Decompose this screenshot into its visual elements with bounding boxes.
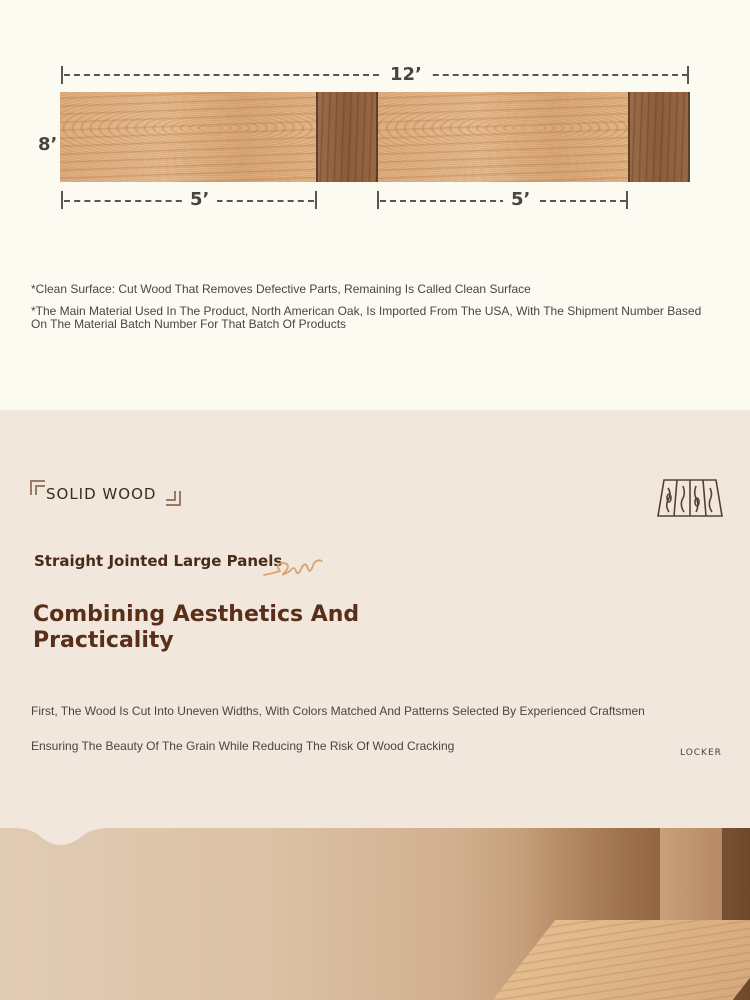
product-photo [0, 828, 750, 1000]
dim-tick-left [61, 66, 63, 84]
section-headline [33, 602, 413, 654]
section-subtitle: Straight Jointed Large Panels [34, 552, 283, 570]
seg1-tick-right [315, 191, 317, 209]
section-badge: SOLID WOOD [46, 485, 157, 503]
solid-wood-section [0, 410, 750, 828]
note-material-line1: *The Main Material Used In The Product, North American Oak, Is Imported From The USA, With The Shipment Number Based [31, 304, 702, 318]
body-text-line-1: First, The Wood Is Cut Into Uneven Widths, With Colors Matched And Patterns Selected By Experienced Craftsmen [31, 704, 645, 718]
dim-tick-right [687, 66, 689, 84]
segment-left-label: 5’ [182, 190, 217, 210]
corner-bracket-icon [35, 485, 45, 495]
plank-defect-section-2 [628, 92, 690, 182]
corner-bracket-icon [166, 491, 176, 501]
seg2-tick-right [626, 191, 628, 209]
headline-line-1: Combining Aesthetics And [33, 602, 360, 627]
dimension-section [0, 0, 750, 410]
plank-clean-surface-1 [60, 92, 318, 182]
dim-line-total [64, 74, 688, 76]
seg1-tick-left [61, 191, 63, 209]
height-label: 8’ [30, 135, 65, 155]
script-flourish-icon [262, 555, 326, 581]
note-clean-surface: *Clean Surface: Cut Wood That Removes Defective Parts, Remaining Is Called Clean Surface [31, 282, 531, 296]
section-wave-divider [0, 808, 750, 848]
brand-label: LOCKER [680, 748, 722, 758]
note-material-line2: On The Material Batch Number For That Batch Of Products [31, 317, 347, 331]
seg2-tick-left [377, 191, 379, 209]
plank-clean-surface-2 [378, 92, 630, 182]
floor-planks-icon [656, 478, 724, 518]
total-length-label: 12’ [382, 65, 430, 85]
segment-right-label: 5’ [503, 190, 538, 210]
plank-defect-section-1 [316, 92, 378, 182]
body-text-line-2: Ensuring The Beauty Of The Grain While Reducing The Risk Of Wood Cracking [31, 739, 455, 753]
headline-line-2: Practicality [33, 628, 174, 653]
